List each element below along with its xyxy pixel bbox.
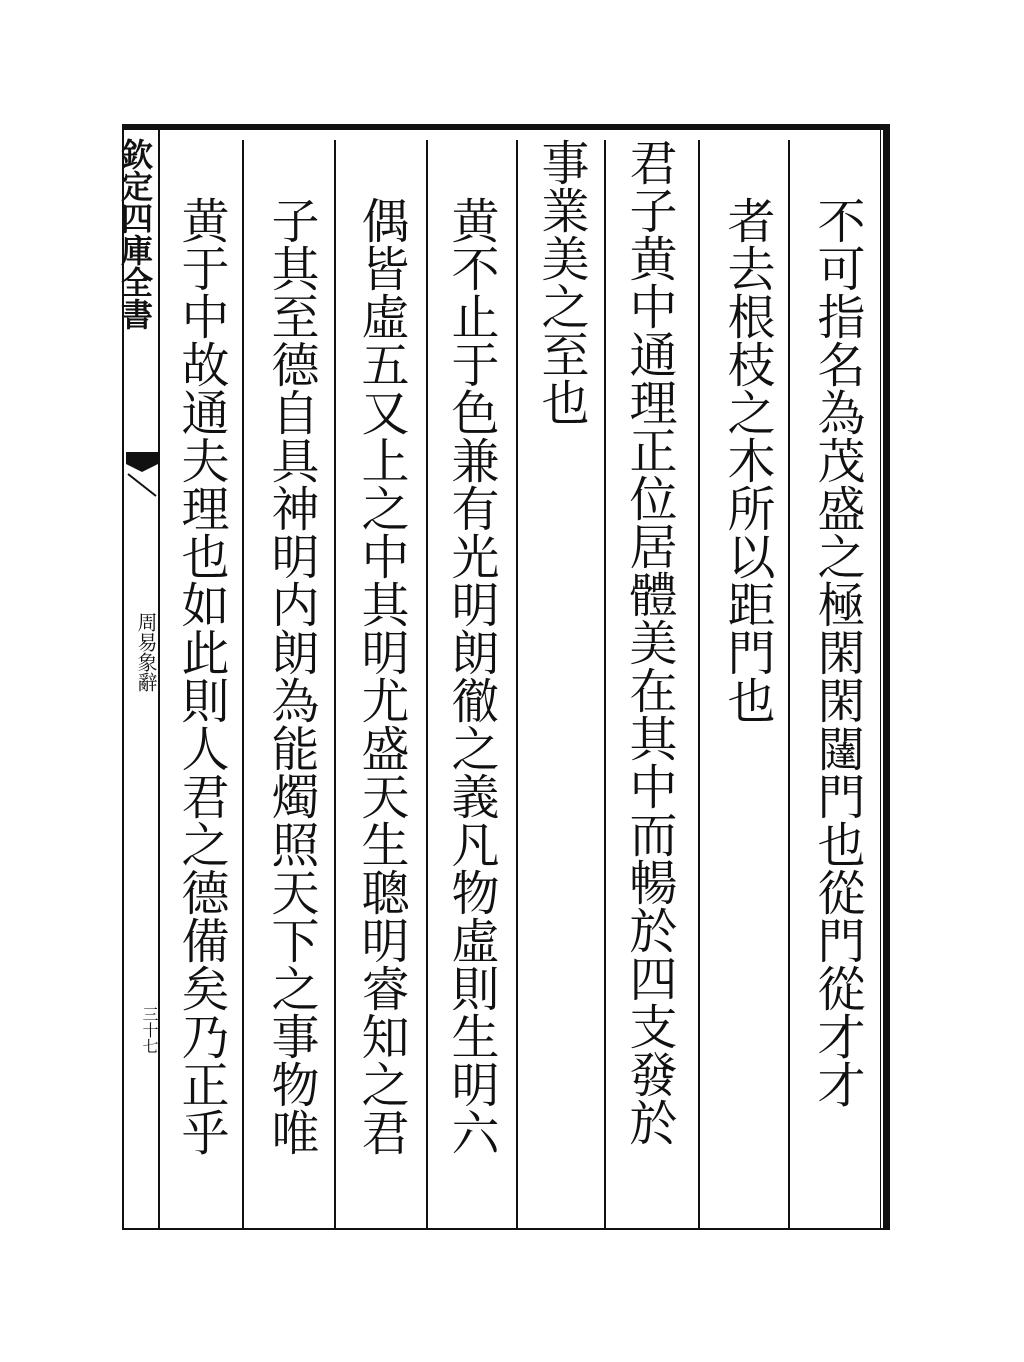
frame-inner-rule: [880, 130, 881, 1228]
book-name: 周易象辭: [134, 612, 158, 692]
column-rule: [334, 140, 336, 1228]
fishtail-mark-icon: [126, 452, 158, 498]
column-rule: [604, 140, 606, 1228]
text-column-7: 子其至德自具神明内朗為能燭照天下之事物唯: [263, 196, 319, 1156]
text-column-2: 者去根枝之木所以距門也: [719, 196, 775, 724]
text-column-3: 君子黄中通理正位居體美在其中而暢於四支發於: [621, 138, 677, 1146]
column-rule: [788, 140, 790, 1228]
text-column-8: 黄于中故通夫理也如此則人君之德備矣乃正乎: [173, 196, 229, 1156]
text-column-4: 事業美之至也: [533, 138, 589, 426]
column-rule: [242, 140, 244, 1228]
collection-title: 欽定四庫全書: [116, 138, 154, 330]
text-column-5: 黄不止于色兼有光明朗徹之義凡物虛則生明六: [443, 196, 499, 1156]
text-column-6: 偶皆虛五又上之中其明尤盛天生聰明睿知之君: [353, 196, 409, 1156]
column-rule: [698, 140, 700, 1228]
column-rule: [426, 140, 428, 1228]
column-rule: [516, 140, 518, 1228]
page-number: 三十七: [140, 1006, 159, 1054]
text-column-1: 不可指名為茂盛之極閑閑闥門也從門從才才: [809, 196, 865, 1108]
